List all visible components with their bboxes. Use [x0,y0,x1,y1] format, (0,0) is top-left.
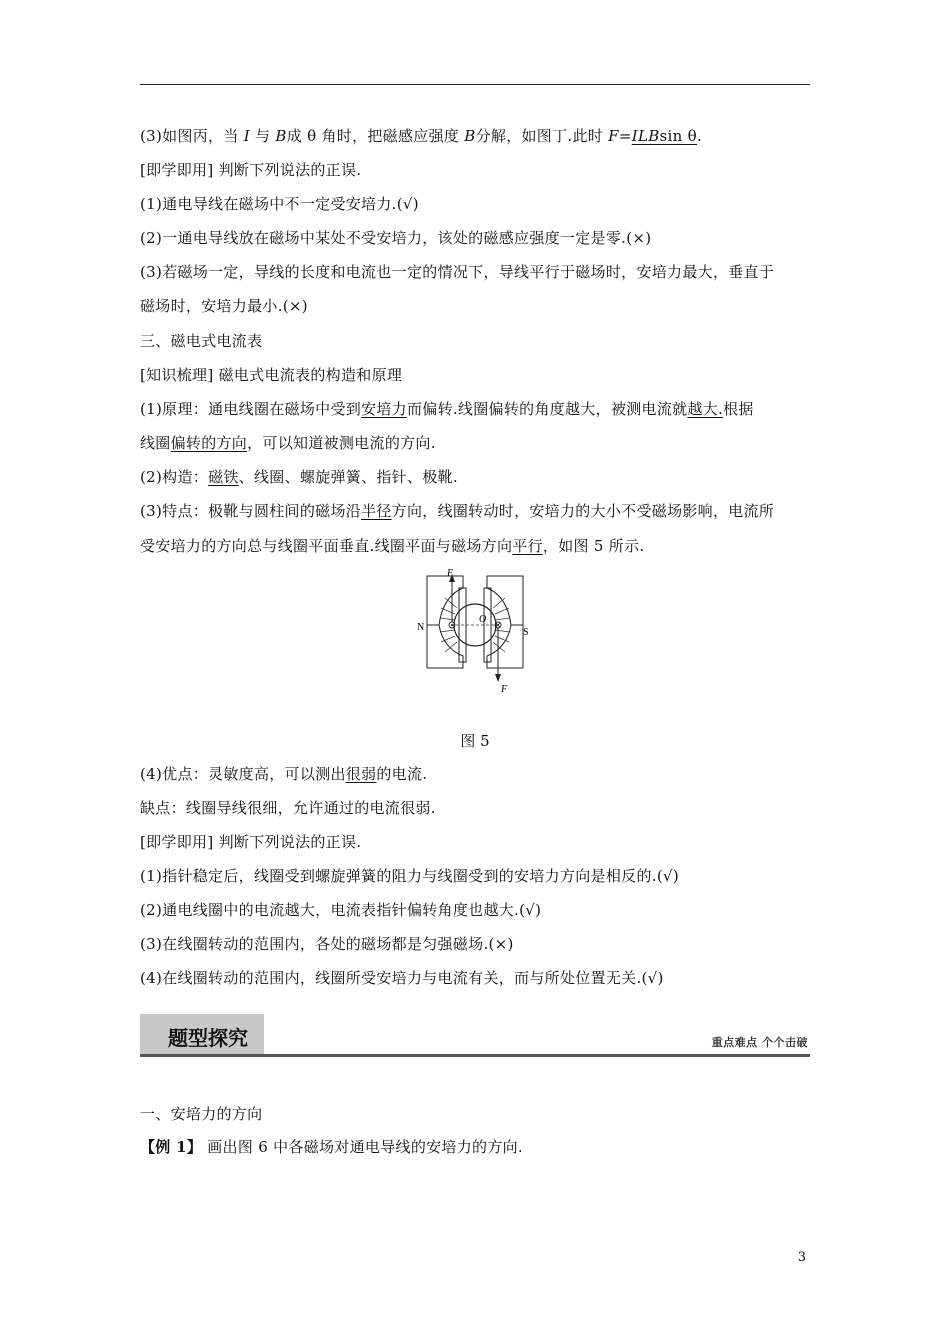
example-line: 【例 1】 画出图 6 中各磁场对通电导线的安培力的方向. [140,1138,523,1156]
paragraph-line: (1)通电导线在磁场中不一定受安培力.(√) [140,195,419,213]
section-label: [即学即用] 判断下列说法的正误. [140,161,362,179]
header-rule [140,84,810,85]
force-label-bottom: F [501,684,508,693]
paragraph-line: (3)若磁场一定，导线的长度和电流也一定的情况下，导线平行于磁场时，安培力最大，垂直于 [140,263,775,281]
paragraph-line: 线圈偏转的方向，可以知道被测电流的方向. [140,434,436,452]
paragraph-line: (1)指针稳定后，线圈受到螺旋弹簧的阻力与线圈受到的安培力方向是相反的.(√) [140,867,679,885]
center-label: O [479,614,487,625]
section-label: [知识梳理] 磁电式电流表的构造和原理 [140,366,403,384]
answer-blank: ILB [631,127,660,145]
page-number: 3 [797,1250,806,1265]
paragraph-line: (3)在线圈转动的范围内，各处的磁场都是匀强磁场.(×) [140,935,514,953]
galvanometer-figure [415,568,535,693]
north-pole-label: N [417,622,425,633]
paragraph-line: 受安培力的方向总与线圈平面垂直.线圈平面与磁场方向平行，如图 5 所示. [140,537,645,555]
banner-subtitle: 重点难点 个个击破 [711,1036,808,1049]
paragraph-line: 缺点：线圈导线很细，允许通过的电流很弱. [140,799,436,817]
paragraph-line: (2)构造：磁铁、线圈、螺旋弹簧、指针、极靴. [140,468,458,486]
force-label-top: F [447,568,454,579]
section-label: [即学即用] 判断下列说法的正误. [140,833,362,851]
banner-title: 题型探究 [168,1026,248,1050]
paragraph-line: (2)一通电导线放在磁场中某处不受安培力，该处的磁感应强度一定是零.(×) [140,229,652,247]
paragraph-line: (1)原理：通电线圈在磁场中受到安培力而偏转.线圈偏转的角度越大，被测电流就越大.根据 [140,400,754,418]
paragraph-line: (3)特点：极靴与圆柱间的磁场沿半径方向，线圈转动时，安培力的大小不受磁场影响，电流所 [140,502,775,520]
paragraph-line: (2)通电线圈中的电流越大，电流表指针偏转角度也越大.(√) [140,901,542,919]
section-banner [140,1014,810,1058]
section-heading: 一、安培力的方向 [140,1105,263,1123]
figure-caption: 图 5 [460,732,490,750]
paragraph-line: 磁场时，安培力最小.(×) [140,297,308,315]
paragraph-line: (3)如图丙，当 I 与 B成 θ 角时，把磁感应强度 B分解，如图丁.此时 F=ILBsin θ. [140,127,703,145]
banner-rule [140,1054,810,1057]
paragraph-line: (4)在线圈转动的范围内，线圈所受安培力与电流有关，而与所处位置无关.(√) [140,969,664,987]
south-pole-label: S [523,627,529,638]
paragraph-line: (4)优点：灵敏度高，可以测出很弱的电流. [140,765,428,783]
section-heading: 三、磁电式电流表 [140,332,263,350]
example-tag: 【例 1】 [140,1138,203,1156]
